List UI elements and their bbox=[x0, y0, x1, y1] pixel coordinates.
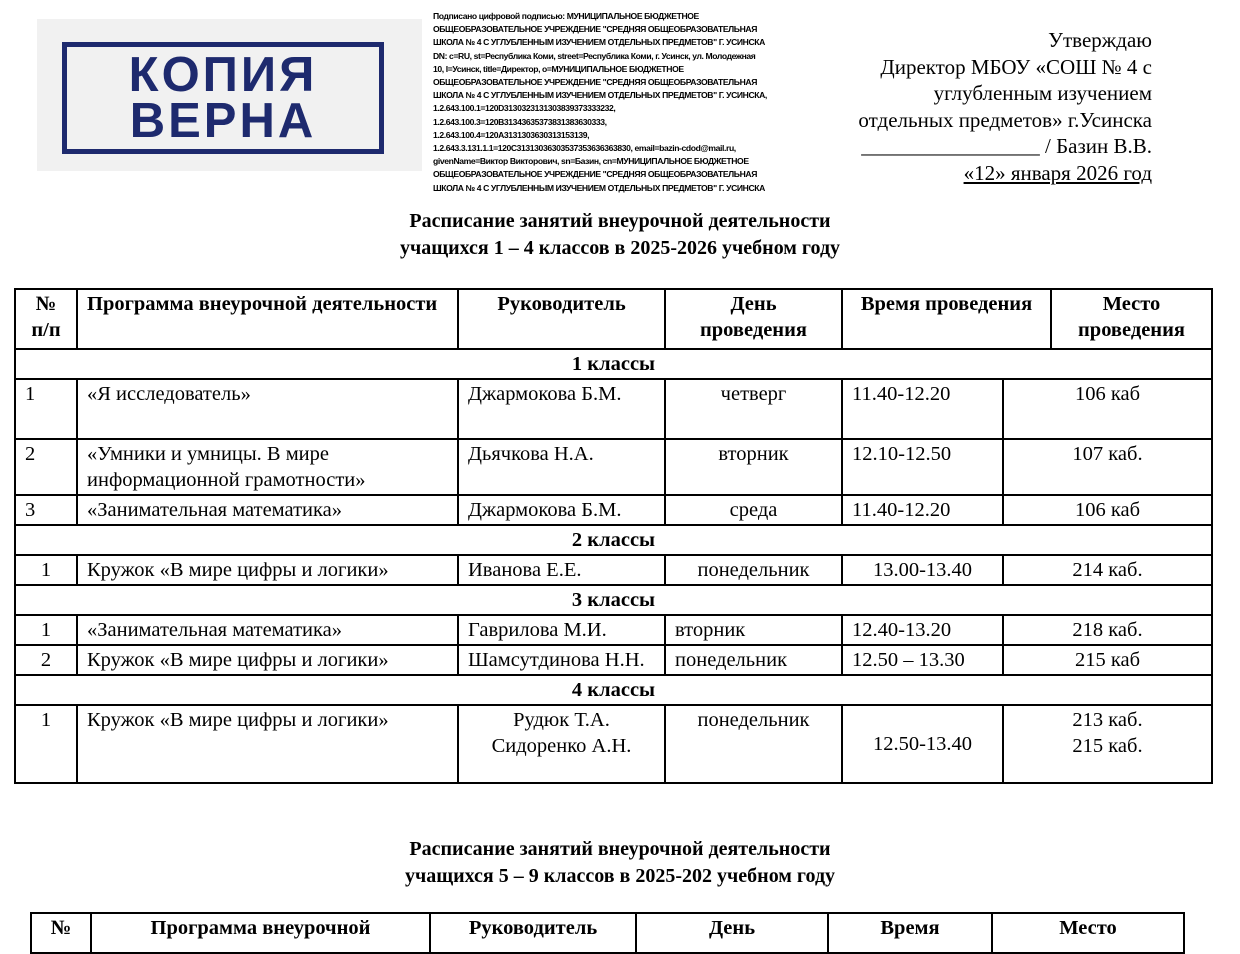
header-num: № bbox=[31, 913, 91, 953]
cell-leader: Иванова Е.Е. bbox=[458, 555, 665, 585]
approval-line: Директор МБОУ «СОШ № 4 с bbox=[880, 54, 1152, 79]
section-title: 2 классы bbox=[15, 525, 1212, 555]
cell-day: среда bbox=[665, 495, 842, 525]
signature-line: ОБЩЕОБРАЗОВАТЕЛЬНОЕ УЧРЕЖДЕНИЕ "СРЕДНЯЯ ОБЩЕОБРАЗОВАТЕЛЬНАЯ bbox=[433, 169, 757, 180]
cell-time: 11.40-12.20 bbox=[842, 495, 1003, 525]
cell-place: 215 каб bbox=[1003, 645, 1212, 675]
section-title: 3 классы bbox=[15, 585, 1212, 615]
schedule-title-1 bbox=[0, 208, 1240, 261]
title-line: Расписание занятий внеурочной деятельности bbox=[409, 210, 831, 232]
header-place: Место bbox=[992, 913, 1184, 953]
signature-line: 1.2.643.100.4=120A3131303630313153139, bbox=[433, 129, 590, 140]
approval-line: Утверждаю bbox=[1048, 28, 1152, 52]
cell-num: 1 bbox=[15, 555, 77, 585]
signature-line: ШКОЛА № 4 С УГЛУБЛЕННЫМ ИЗУЧЕНИЕМ ОТДЕЛЬНЫХ ПРЕДМЕТОВ" Г. УСИНСКА, bbox=[433, 90, 767, 101]
header-day: День проведения bbox=[665, 289, 842, 349]
table-row bbox=[15, 439, 1212, 495]
cell-num: 1 bbox=[15, 705, 77, 783]
cell-time: 12.40-13.20 bbox=[842, 615, 1003, 645]
cell-leader: Гаврилова М.И. bbox=[458, 615, 665, 645]
table-row bbox=[15, 495, 1212, 525]
stamp-line-2: ВЕРНА bbox=[129, 94, 317, 148]
section-title: 4 классы bbox=[15, 675, 1212, 705]
cell-place: 107 каб. bbox=[1003, 439, 1212, 495]
approval-line: углубленным изучением bbox=[933, 81, 1152, 105]
leader-name: Рудюк Т.А. bbox=[513, 709, 610, 731]
cell-time: 11.40-12.20 bbox=[842, 379, 1003, 439]
cell-day: понедельник bbox=[665, 555, 842, 585]
stamp-frame bbox=[62, 42, 384, 154]
cell-leader: Дьячкова Н.А. bbox=[458, 439, 665, 495]
section-row bbox=[15, 675, 1212, 705]
header-program: Программа внеурочной bbox=[91, 913, 430, 953]
table-row bbox=[15, 645, 1212, 675]
cell-program: «Занимательная математика» bbox=[77, 495, 458, 525]
signature-line: 1.2.643.3.131.1.1=120C31313036303537353636363830, email=bazin-cdod@mail.ru, bbox=[433, 143, 736, 154]
place-name: 213 каб. bbox=[1072, 709, 1143, 731]
cell-place: 214 каб. bbox=[1003, 555, 1212, 585]
cell-time: 12.50 – 13.30 bbox=[842, 645, 1003, 675]
cell-program: «Умники и умницы. В мире информационной грамотности» bbox=[77, 439, 458, 495]
section-title: 1 классы bbox=[15, 349, 1212, 379]
cell-day: четверг bbox=[665, 379, 842, 439]
header-program: Программа внеурочной деятельности bbox=[77, 289, 458, 349]
approval-block bbox=[732, 27, 1152, 186]
cell-leader bbox=[458, 705, 665, 783]
title-line: учащихся 1 – 4 классов в 2025-2026 учебном году bbox=[399, 236, 841, 259]
header-num: № п/п bbox=[15, 289, 77, 349]
leader-name: Сидоренко А.Н. bbox=[491, 735, 632, 757]
signature-line: ОБЩЕОБРАЗОВАТЕЛЬНОЕ УЧРЕЖДЕНИЕ "СРЕДНЯЯ ОБЩЕОБРАЗОВАТЕЛЬНАЯ bbox=[433, 77, 757, 88]
cell-place: 106 каб bbox=[1003, 495, 1212, 525]
table-row bbox=[15, 379, 1212, 439]
cell-day: понедельник bbox=[665, 645, 842, 675]
cell-leader: Шамсутдинова Н.Н. bbox=[458, 645, 665, 675]
cell-day: вторник bbox=[665, 615, 842, 645]
header-day: День bbox=[636, 913, 828, 953]
signature-line: ШКОЛА № 4 С УГЛУБЛЕННЫМ ИЗУЧЕНИЕМ ОТДЕЛЬНЫХ ПРЕДМЕТОВ" Г. УСИНСКА bbox=[433, 182, 765, 193]
cell-place: 218 каб. bbox=[1003, 615, 1212, 645]
cell-time: 12.10-12.50 bbox=[842, 439, 1003, 495]
signature-line: Подписано цифровой подписью: МУНИЦИПАЛЬНОЕ БЮДЖЕТНОЕ bbox=[433, 11, 699, 21]
table-header-row bbox=[15, 289, 1212, 349]
header-place: Место проведения bbox=[1051, 289, 1212, 349]
table-row bbox=[15, 615, 1212, 645]
cell-day: вторник bbox=[665, 439, 842, 495]
signature-line: DN: c=RU, st=Республика Коми, street=Республика Коми, г. Усинск, ул. Молодежная bbox=[433, 50, 756, 61]
cell-num: 2 bbox=[15, 645, 77, 675]
approval-signature-line: _________________ / Базин В.В. bbox=[861, 134, 1152, 158]
cell-program: Кружок «В мире цифры и логики» bbox=[77, 555, 458, 585]
header-leader: Руководитель bbox=[430, 913, 636, 953]
title-line: Расписание занятий внеурочной деятельности bbox=[409, 838, 831, 860]
cell-num: 1 bbox=[15, 615, 77, 645]
schedule-title-2 bbox=[0, 836, 1240, 889]
approval-line: отдельных предметов» г.Усинска bbox=[858, 107, 1152, 132]
cell-num: 3 bbox=[15, 495, 77, 525]
cell-leader: Джармокова Б.М. bbox=[458, 379, 665, 439]
table-header-row bbox=[31, 913, 1184, 953]
cell-leader: Джармокова Б.М. bbox=[458, 495, 665, 525]
section-row bbox=[15, 525, 1212, 555]
cell-place bbox=[1003, 705, 1212, 783]
section-row bbox=[15, 585, 1212, 615]
cell-time: 12.50-13.40 bbox=[842, 705, 1003, 783]
cell-program: «Я исследователь» bbox=[77, 379, 458, 439]
place-name: 215 каб. bbox=[1072, 735, 1143, 757]
header-leader: Руководитель bbox=[458, 289, 665, 349]
cell-time: 13.00-13.40 bbox=[842, 555, 1003, 585]
header-time: Время проведения bbox=[842, 289, 1051, 349]
signature-line: givenName=Виктор Викторович, sn=Базин, cn=МУНИЦИПАЛЬНОЕ БЮДЖЕТНОЕ bbox=[433, 156, 749, 167]
table-row bbox=[15, 705, 1212, 783]
schedule-table-1-4 bbox=[14, 288, 1213, 784]
copy-certified-stamp bbox=[37, 19, 422, 171]
signature-line: 1.2.643.100.1=120D3130323131303839373333232, bbox=[433, 103, 616, 114]
approval-date: «12» января 2026 год bbox=[963, 160, 1152, 185]
schedule-table-5-9 bbox=[30, 912, 1185, 954]
table-row bbox=[15, 555, 1212, 585]
cell-place: 106 каб bbox=[1003, 379, 1212, 439]
section-row bbox=[15, 349, 1212, 379]
title-line: учащихся 5 – 9 классов в 2025-202 учебном году bbox=[404, 864, 836, 887]
signature-line: ОБЩЕОБРАЗОВАТЕЛЬНОЕ УЧРЕЖДЕНИЕ "СРЕДНЯЯ ОБЩЕОБРАЗОВАТЕЛЬНАЯ bbox=[433, 24, 757, 35]
cell-program: «Занимательная математика» bbox=[77, 615, 458, 645]
signature-line: ШКОЛА № 4 С УГЛУБЛЕННЫМ ИЗУЧЕНИЕМ ОТДЕЛЬНЫХ ПРЕДМЕТОВ" Г. УСИНСКА bbox=[433, 37, 765, 48]
cell-num: 2 bbox=[15, 439, 77, 495]
stamp-line-1: КОПИЯ bbox=[128, 48, 318, 102]
signature-line: 10, l=Усинск, title=Директор, o=МУНИЦИПАЛЬНОЕ БЮДЖЕТНОЕ bbox=[433, 63, 684, 74]
cell-num: 1 bbox=[15, 379, 77, 439]
header-time: Время bbox=[828, 913, 992, 953]
cell-program: Кружок «В мире цифры и логики» bbox=[77, 705, 458, 783]
cell-program: Кружок «В мире цифры и логики» bbox=[77, 645, 458, 675]
signature-line: 1.2.643.100.3=120B31343635373831383630333, bbox=[433, 116, 607, 127]
cell-day: понедельник bbox=[665, 705, 842, 783]
